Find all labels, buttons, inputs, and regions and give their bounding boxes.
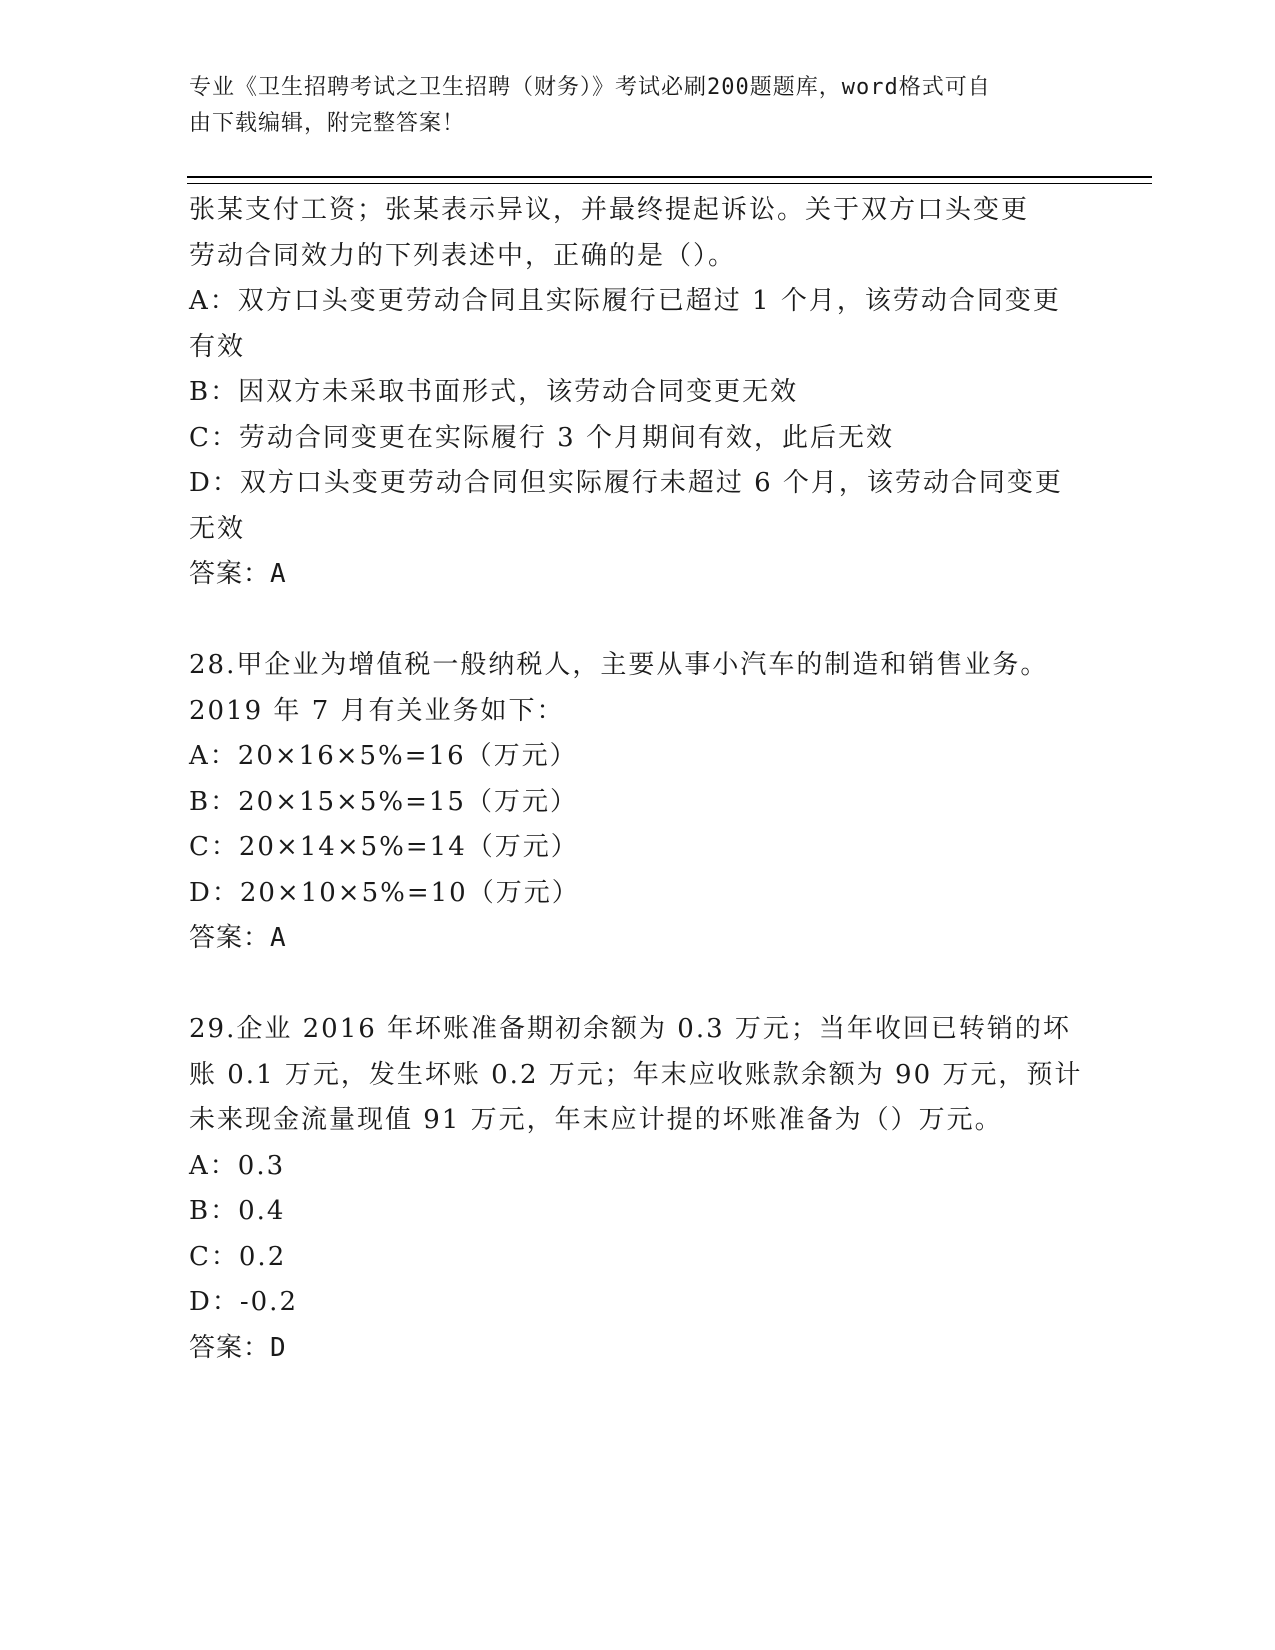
question-28	[189, 643, 1089, 962]
question-stem: 账 0.1 万元，发生坏账 0.2 万元；年末应收账款余额为 90 万元，预计	[189, 1059, 1083, 1090]
document-header	[189, 70, 1069, 142]
option-d: D：-0.2	[189, 1287, 298, 1317]
answer: 答案：D	[189, 1332, 287, 1363]
question-stem: 张某支付工资；张某表示异议，并最终提起诉讼。关于双方口头变更	[189, 195, 1030, 225]
option-a: A：0.3	[189, 1150, 286, 1181]
question-stem: 劳动合同效力的下列表述中，正确的是（）。	[189, 240, 737, 271]
header-line: 专业《卫生招聘考试之卫生招聘（财务）》考试必刷200题题库，word格式可自	[189, 75, 991, 100]
answer: 答案：A	[189, 559, 287, 589]
option-b: B：20×15×5%=15（万元）	[189, 786, 578, 817]
option-d: D：20×10×5%=10（万元）	[189, 877, 580, 908]
option-b: B：0.4	[189, 1196, 286, 1226]
option-c: C：劳动合同变更在实际履行 3 个月期间有效，此后无效	[189, 422, 894, 453]
question-27	[189, 188, 1089, 598]
question-stem: 2019 年 7 月有关业务如下：	[189, 695, 565, 726]
question-29	[189, 1007, 1089, 1371]
option-d: D：双方口头变更劳动合同但实际履行未超过 6 个月，该劳动合同变更	[189, 468, 1063, 498]
header-line: 由下载编辑，附完整答案！	[189, 111, 466, 136]
question-stem: 29.企业 2016 年坏账准备期初余额为 0.3 万元；当年收回已转销的坏	[189, 1014, 1071, 1044]
question-stem: 未来现金流量现值 91 万元，年末应计提的坏账准备为（）万元。	[189, 1105, 1003, 1135]
answer: 答案：A	[189, 923, 287, 953]
option-c: C：20×14×5%=14（万元）	[189, 832, 579, 862]
question-stem: 28.甲企业为增值税一般纳税人，主要从事小汽车的制造和销售业务。	[189, 650, 1049, 680]
option-a-cont: 有效	[189, 331, 246, 362]
document-body	[189, 188, 1089, 1371]
option-a: A：20×16×5%=16（万元）	[189, 741, 578, 771]
option-a: A：双方口头变更劳动合同且实际履行已超过 1 个月，该劳动合同变更	[189, 286, 1061, 316]
header-divider-thin	[187, 183, 1152, 184]
header-divider-thick	[187, 176, 1152, 178]
option-b: B：因双方未采取书面形式，该劳动合同变更无效	[189, 377, 799, 407]
option-d-cont: 无效	[189, 513, 246, 544]
option-c: C：0.2	[189, 1241, 287, 1272]
